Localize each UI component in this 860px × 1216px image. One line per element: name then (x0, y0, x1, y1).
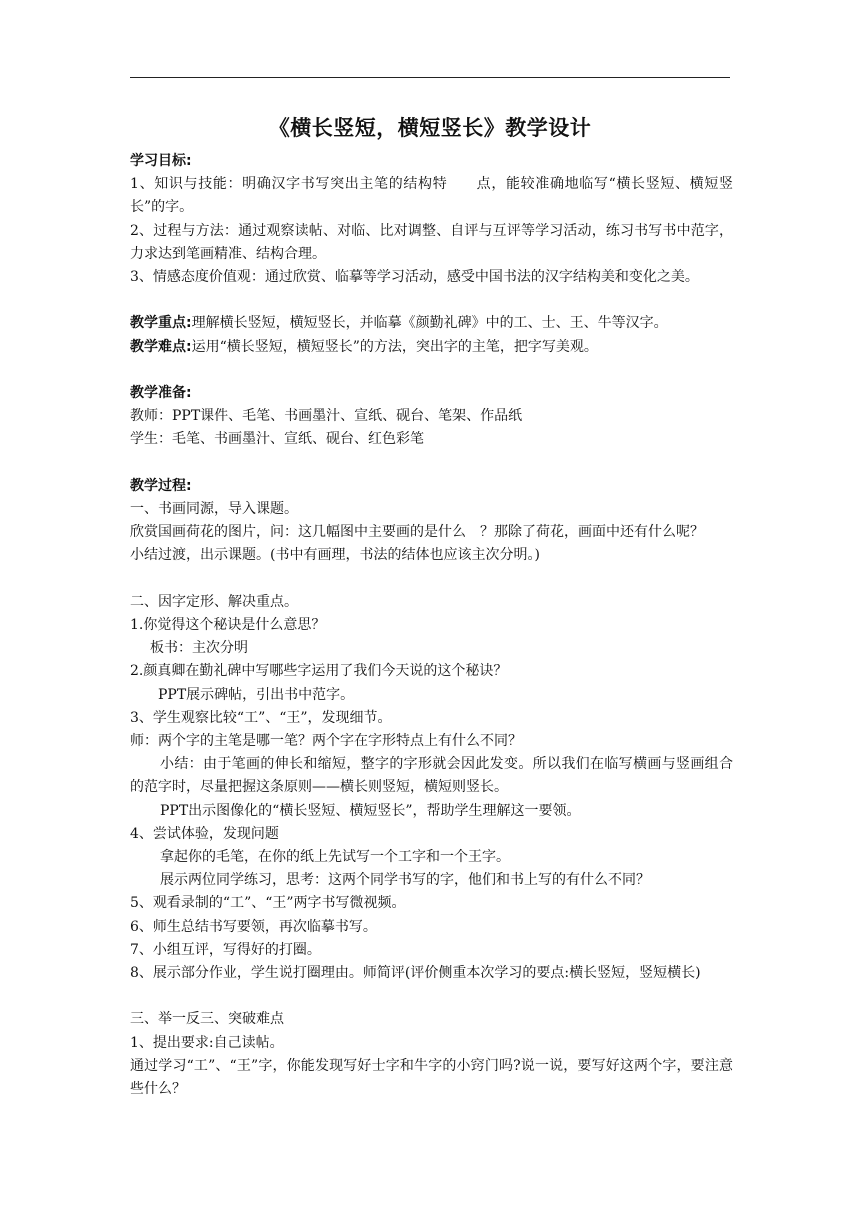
preparation-heading: 教学准备: (130, 385, 192, 401)
objective-item: 1、知识与技能：明确汉字书写突出主笔的结构特 点，能较准确地临写“横长竖短、横短竖长”的字。 (130, 176, 733, 216)
objective-item: 3、情感态度价值观：通过欣赏、临摹等学习活动，感受中国书法的汉字结构美和变化之美。 (130, 269, 699, 286)
difficulty-text: 运用“横长竖短，横短竖长”的方法，突出字的主笔，把字写美观。 (191, 338, 598, 355)
part2-line: 5、观看录制的“工”、“王”两字书写微视频。 (130, 895, 406, 912)
part2-line: 2.颜真卿在勤礼碑中写哪些字运用了我们今天说的这个秘诀？ (130, 663, 508, 680)
difficulty-label: 教学难点: (130, 338, 192, 355)
part2-line: 6、师生总结书写要领，再次临摹书写。 (130, 918, 377, 935)
part2-line: 展示两位同学练习，思考：这两个同学书写的字，他们和书上写的有什么不同？ (160, 872, 650, 889)
spacer (130, 289, 733, 312)
process-heading: 教学过程: (130, 477, 192, 494)
part3-title: 三、举一反三、突破难点 (130, 1011, 284, 1028)
spacer (130, 985, 733, 1008)
part2-line: 小结：由于笔画的伸长和缩短，整字的字形就会因此发变。所以我们在临写横画与竖画组合的范字时，尽量把握这条原则——横长则竖短，横短则竖长。 (130, 756, 733, 796)
key-point (130, 312, 733, 335)
document-title: 《横长竖短，横短竖长》教学设计 (268, 116, 592, 140)
part2-line: 3、学生观察比较“工”、“王”，发现细节。 (130, 709, 392, 726)
part2-line: 1.你觉得这个秘诀是什么意思？ (130, 617, 326, 633)
part2-line: 拿起你的毛笔，在你的纸上先试写一个工字和一个王字。 (160, 849, 510, 866)
part2-line: 8、展示部分作业，学生说打圈理由。师简评(评价侧重本次学习的要点:横长竖短，竖短横长) (130, 965, 701, 982)
preparation-student: 学生：毛笔、书画墨汁、宣纸、砚台、红色彩笔 (130, 431, 424, 448)
part3-line: 通过学习“工”、“王”字，你能发现写好士字和牛字的小窍门吗?说一说，要写好这两个字，要注意些什么？ (130, 1057, 733, 1098)
part2-line: PPT展示碑帖，引出书中范字。 (158, 686, 355, 703)
objective-item: 2、过程与方法：通过观察读帖、对临、比对调整、自评与互评等学习活动，练习书写书中范字，力求达到笔画精准、结构合理。 (130, 222, 733, 262)
key-point-text: 理解横长竖短，横短竖长，并临摹《颜勤礼碑》中的工、士、王、牛等汉字。 (191, 315, 668, 332)
part1-line: 小结过渡，出示课题。(书中有画理，书法的结体也应该主次分明。) (130, 547, 540, 564)
spacer (130, 359, 733, 382)
part2-line: 板书：主次分明 (150, 640, 248, 657)
part1-title: 一、书画同源，导入课题。 (130, 501, 298, 517)
objectives-heading: 学习目标: (130, 153, 192, 169)
header-rule (130, 77, 730, 78)
part2-line: 4、尝试体验，发现问题 (130, 825, 279, 842)
part1-line: 欣赏国画荷花的图片，问：这几幅图中主要画的是什么 ？那除了荷花，画面中还有什么呢？ (130, 524, 704, 541)
spacer (130, 452, 733, 475)
part3-line: 1、提出要求:自己读帖。 (130, 1034, 284, 1051)
part2-title: 二、因字定形、解决重点。 (130, 593, 298, 610)
key-point-label: 教学重点: (130, 315, 192, 332)
preparation-teacher: 教师：PPT课件、毛笔、书画墨汁、宣纸、砚台、笔架、作品纸 (130, 408, 523, 425)
part2-line: PPT出示图像化的“横长竖短、横短竖长”，帮助学生理解这一要领。 (160, 802, 581, 819)
spacer (130, 568, 733, 591)
document-body (130, 150, 733, 1101)
difficulty (130, 336, 733, 359)
part2-line: 师：两个字的主笔是哪一笔？两个字在字形特点上有什么不同？ (130, 733, 522, 750)
part2-line: 7、小组互评，写得好的打圈。 (130, 941, 321, 958)
